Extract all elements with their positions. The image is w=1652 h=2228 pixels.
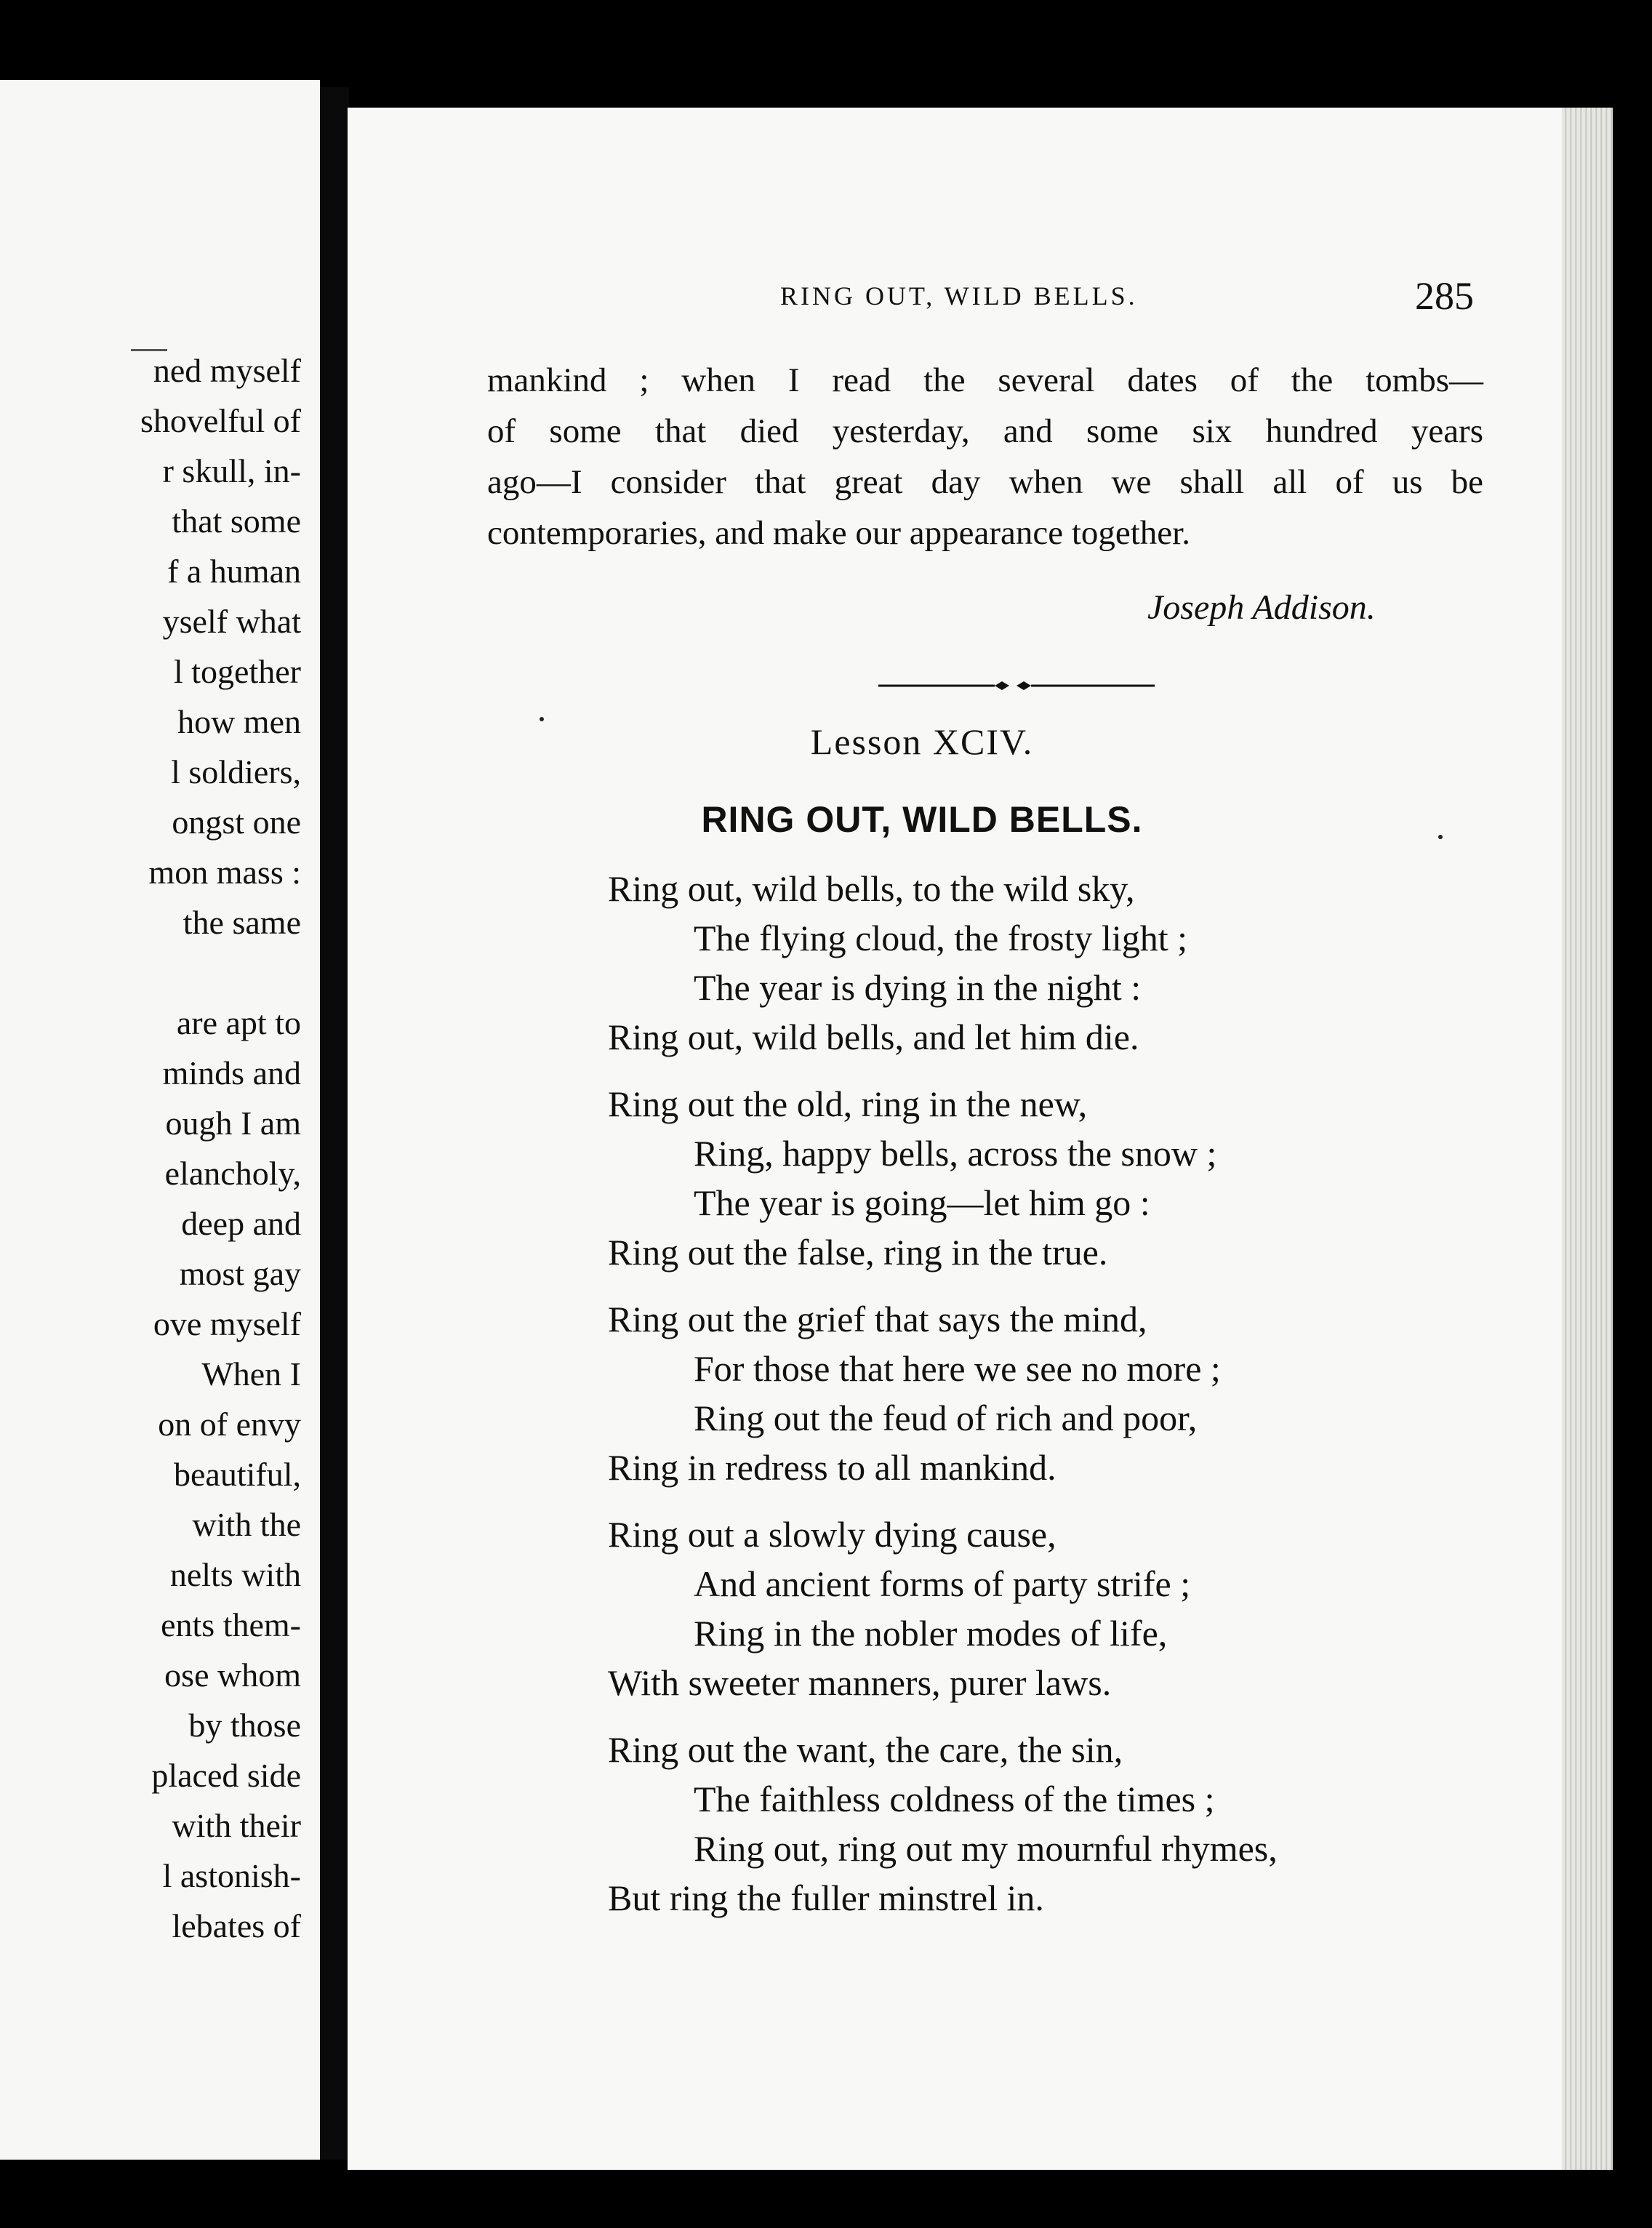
poem (608, 864, 1466, 1940)
poem-line: Ring out, ring out my mournful rhymes, (694, 1828, 1278, 1869)
left-line: l together (174, 653, 301, 690)
page-edges (1562, 108, 1613, 2170)
poem-line: Ring out, wild bells, and let him die. (608, 1017, 1139, 1057)
left-line: minds and (162, 1054, 301, 1091)
poem-line: Ring, happy bells, across the snow ; (694, 1133, 1217, 1174)
left-line: that some (172, 502, 301, 540)
left-line: ents them- (161, 1606, 301, 1643)
poem-line: The flying cloud, the frosty light ; (694, 918, 1188, 958)
left-line: shovelful of (140, 402, 301, 439)
left-line: r skull, in- (162, 452, 301, 489)
left-line: deep and (181, 1205, 301, 1242)
poem-line: The year is going—let him go : (694, 1182, 1150, 1223)
poem-line: The year is dying in the night : (694, 967, 1142, 1008)
poem-line: The faithless coldness of the times ; (694, 1779, 1215, 1819)
prose-line: contemporaries, and make our appearance together. (487, 514, 1190, 552)
prose-line: of some that died yesterday, and some six hundred years (487, 412, 1483, 450)
section-divider-ornament (878, 675, 1155, 697)
author-attribution: Joseph Addison. (1147, 588, 1376, 627)
left-line: beautiful, (174, 1456, 301, 1493)
lesson-heading: Lesson XCIV. (810, 721, 1034, 762)
right-page (348, 108, 1613, 2170)
left-line: ove myself (153, 1305, 301, 1342)
left-line: ongst one (172, 804, 301, 841)
left-line: the same (183, 904, 301, 941)
poem-line: And ancient forms of party strife ; (694, 1563, 1191, 1604)
stanza (608, 1079, 1466, 1277)
print-speck (540, 717, 544, 721)
left-line: l soldiers, (171, 753, 301, 790)
running-head: RING OUT, WILD BELLS. (780, 281, 1138, 310)
left-line: by those (188, 1707, 301, 1744)
stanza (608, 1294, 1466, 1492)
left-line: how men (177, 703, 301, 740)
left-line: most gay (179, 1255, 301, 1292)
stanza (608, 1725, 1466, 1923)
left-line: with the (192, 1506, 301, 1543)
poem-line: Ring out the want, the care, the sin, (608, 1729, 1123, 1770)
poem-line: Ring out the old, ring in the new, (608, 1083, 1088, 1124)
left-line: elancholy, (164, 1155, 301, 1192)
prose-line: mankind ; when I read the several dates of the tombs— (487, 361, 1483, 399)
poem-line: For those that here we see no more ; (694, 1348, 1221, 1389)
left-line: ough I am (165, 1105, 301, 1142)
left-paragraph-gap (0, 947, 301, 998)
left-page-text (0, 345, 301, 1951)
left-line: are apt to (176, 1004, 301, 1041)
poem-line: Ring in the nobler modes of life, (694, 1613, 1168, 1654)
poem-line: Ring out the grief that says the mind, (608, 1299, 1147, 1339)
page-number: 285 (1415, 274, 1474, 318)
left-line: ose whom (164, 1656, 301, 1694)
left-line: f a human (167, 553, 301, 590)
poem-line: Ring out a slowly dying cause, (608, 1514, 1056, 1555)
poem-line: Ring out, wild bells, to the wild sky, (608, 868, 1135, 909)
left-line: When I (201, 1355, 301, 1392)
left-line: nelts with (169, 1556, 301, 1593)
left-page (0, 80, 320, 2160)
book-gutter (320, 87, 349, 2160)
poem-line: But ring the fuller minstrel in. (608, 1878, 1044, 1918)
prose-paragraph (487, 355, 1483, 558)
poem-line: With sweeter manners, purer laws. (608, 1662, 1112, 1703)
left-line: yself what (162, 603, 301, 640)
prose-line: ago—I consider that great day when we shall all of us be (487, 463, 1483, 501)
left-line: lebates of (172, 1907, 301, 1944)
stanza (608, 864, 1466, 1062)
stanza (608, 1510, 1466, 1707)
left-line: on of envy (158, 1406, 301, 1443)
left-line: with their (172, 1807, 301, 1844)
poem-title: RING OUT, WILD BELLS. (701, 799, 1143, 840)
left-line: ned myself (153, 352, 301, 389)
poem-line: Ring out the false, ring in the true. (608, 1232, 1108, 1273)
left-line: placed side (151, 1757, 301, 1794)
print-speck (1438, 835, 1443, 839)
poem-line: Ring in redress to all mankind. (608, 1447, 1056, 1488)
poem-line: Ring out the feud of rich and poor, (694, 1398, 1198, 1438)
left-line: l astonish- (162, 1857, 301, 1894)
left-line: mon mass : (148, 854, 301, 891)
